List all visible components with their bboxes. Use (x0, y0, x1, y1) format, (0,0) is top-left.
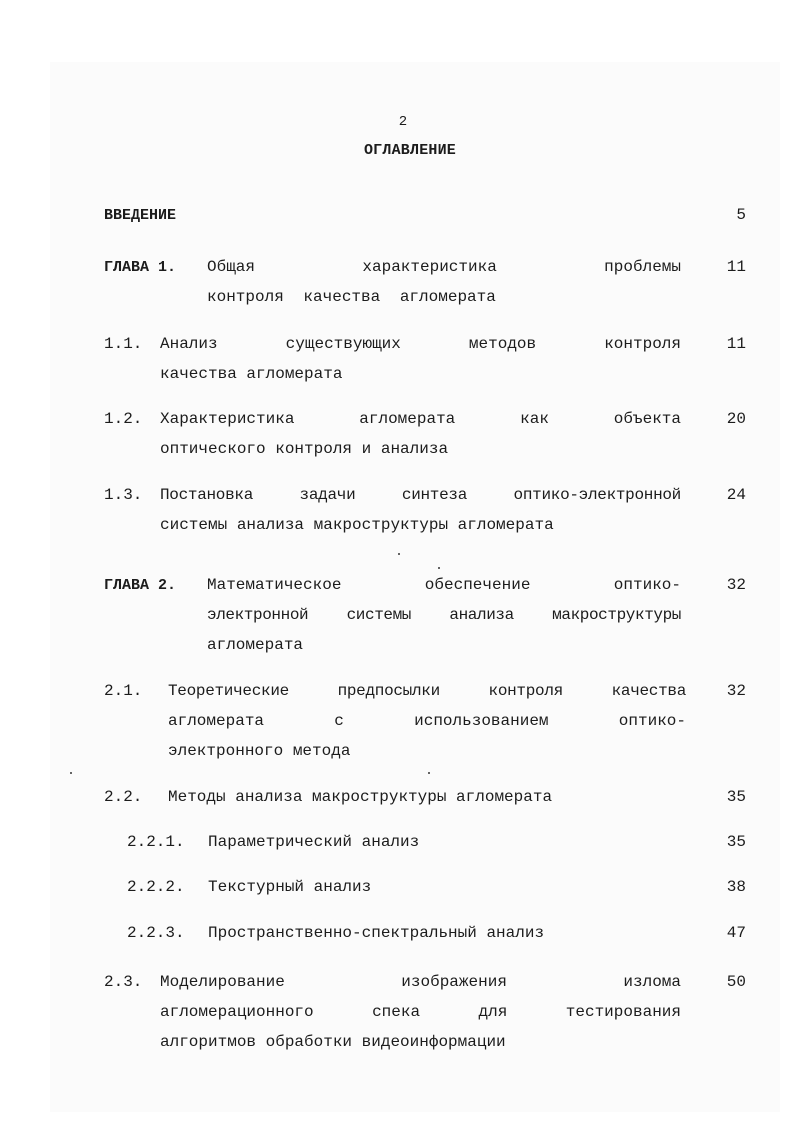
entry-page: 11 (726, 335, 746, 353)
entry-title-line: Общая характеристика проблемы (207, 258, 681, 276)
entry-title-line: электронного метода (168, 742, 351, 760)
entry-page: 50 (726, 973, 746, 991)
entry-title-line: Постановка задачи синтеза оптико-электронной (160, 486, 681, 504)
toc-entry-chapter-2 (104, 570, 746, 660)
entry-title (207, 252, 681, 312)
entry-page: 24 (726, 486, 746, 504)
scan-speck (398, 553, 400, 555)
entry-page: 20 (726, 410, 746, 428)
entry-title (207, 570, 681, 660)
entry-title-line: агломерационного спека для тестирования (160, 1003, 681, 1021)
page-number: 2 (398, 114, 408, 130)
entry-label: ГЛАВА 2. (104, 577, 177, 594)
entry-title (160, 329, 681, 389)
entry-page: 38 (726, 878, 746, 896)
toc-entry-2-2 (104, 782, 746, 812)
entry-page: 32 (726, 576, 746, 594)
entry-title-line: агломерата с использованием оптико- (168, 712, 686, 730)
toc-entry-2-2-1 (127, 827, 746, 857)
entry-number: 2.2.3. (127, 924, 185, 942)
toc-entry-2-3 (104, 967, 746, 1057)
entry-title-line: Моделирование изображения излома (160, 973, 681, 991)
entry-title (208, 827, 658, 857)
entry-title (160, 480, 681, 540)
entry-title (160, 404, 681, 464)
scan-speck (70, 772, 72, 774)
entry-page: 11 (726, 258, 746, 276)
entry-title-line: Анализ существующих методов контроля (160, 335, 681, 353)
entry-number: 1.3. (104, 486, 143, 504)
entry-number: 2.3. (104, 973, 143, 991)
entry-number: 1.1. (104, 335, 143, 353)
entry-title-line: качества агломерата (160, 365, 343, 383)
entry-title (168, 782, 686, 812)
entry-title-line: электронной системы анализа макроструктуры (207, 606, 681, 624)
entry-title-line: Параметрический анализ (208, 833, 420, 851)
entry-title-line: Характеристика агломерата как объекта (160, 410, 681, 428)
scan-speck (438, 567, 440, 569)
toc-title: ОГЛАВЛЕНИЕ (363, 142, 456, 159)
entry-title-line: алгоритмов обработки видеоинформации (160, 1033, 506, 1051)
entry-title (168, 676, 686, 766)
entry-title-line: оптического контроля и анализа (160, 440, 449, 458)
entry-number: 2.2. (104, 788, 143, 806)
toc-entry-2-2-3 (127, 918, 746, 948)
entry-label: ВВЕДЕНИЕ (104, 207, 177, 224)
entry-title (208, 872, 658, 902)
entry-title (208, 918, 658, 948)
toc-entry-introduction (104, 200, 746, 230)
entry-title-line: Пространственно-спектральный анализ (208, 924, 545, 942)
entry-page: 35 (726, 788, 746, 806)
entry-number: 1.2. (104, 410, 143, 428)
entry-title-line: Математическое обеспечение оптико- (207, 576, 681, 594)
entry-title-line: контроля качества агломерата (207, 288, 496, 306)
toc-entry-2-1 (104, 676, 746, 766)
entry-title-line: Теоретические предпосылки контроля качества (168, 682, 686, 700)
entry-number: 2.2.1. (127, 833, 185, 851)
entry-title-line: Методы анализа макроструктуры агломерата (168, 788, 553, 806)
entry-label: ГЛАВА 1. (104, 259, 177, 276)
entry-number: 2.2.2. (127, 878, 185, 896)
toc-entry-1-1 (104, 329, 746, 389)
entry-title-line: агломерата (207, 636, 304, 654)
entry-page: 35 (726, 833, 746, 851)
entry-title-line: Текстурный анализ (208, 878, 372, 896)
entry-number: 2.1. (104, 682, 143, 700)
toc-entry-2-2-2 (127, 872, 746, 902)
entry-title (160, 967, 681, 1057)
entry-page: 5 (736, 206, 746, 224)
entry-title-line: системы анализа макроструктуры агломерата (160, 516, 554, 534)
entry-page: 47 (726, 924, 746, 942)
toc-entry-1-3 (104, 480, 746, 540)
scan-speck (428, 772, 430, 774)
toc-entry-1-2 (104, 404, 746, 464)
toc-entry-chapter-1 (104, 252, 746, 312)
entry-page: 32 (726, 682, 746, 700)
